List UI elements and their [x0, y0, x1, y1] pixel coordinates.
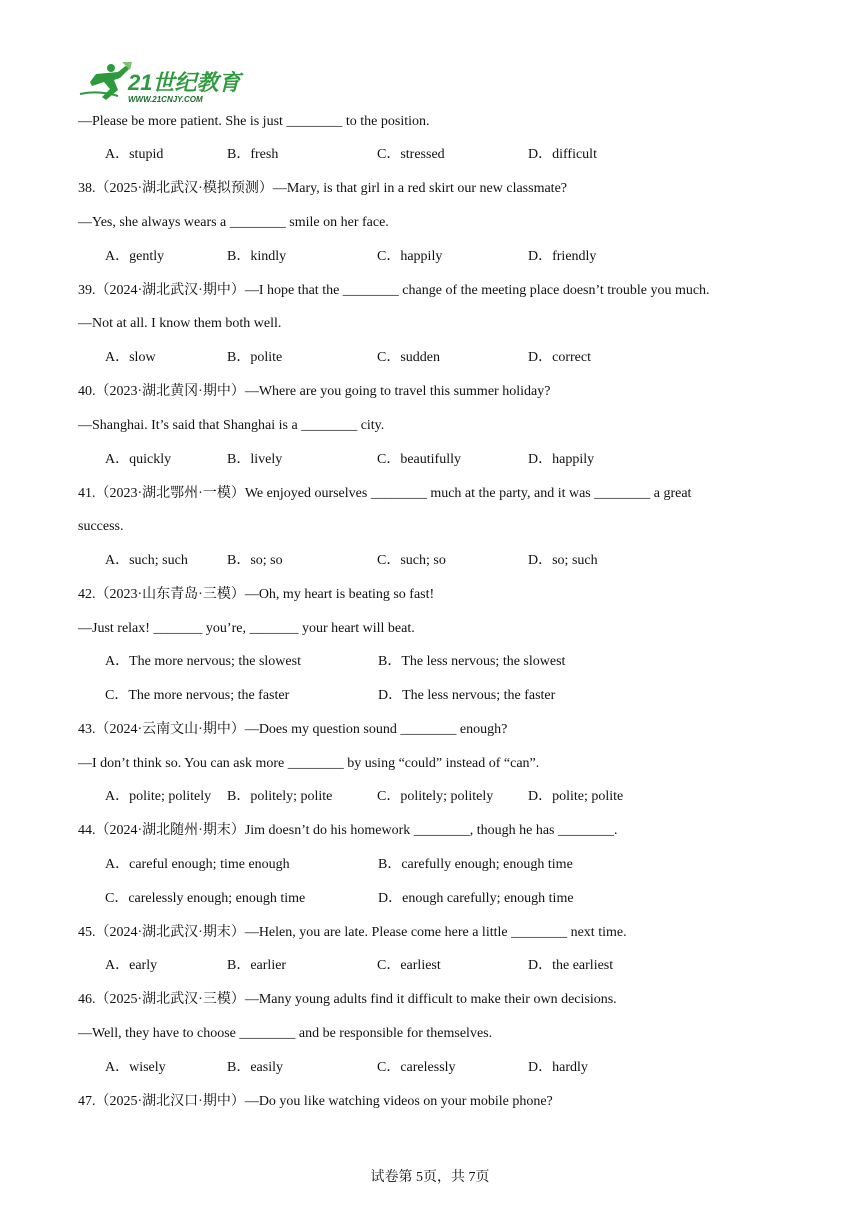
question-46-line2: —Well, they have to choose ________ and be responsible for themselves. — [78, 1026, 493, 1041]
option-d: D．happily — [528, 452, 595, 467]
question-38-options — [105, 247, 805, 267]
question-42-options-row2 — [105, 686, 805, 706]
question-38-line2: —Yes, she always wears a ________ smile on her face. — [78, 215, 389, 230]
question-40-options — [105, 450, 805, 470]
question-46-options — [105, 1058, 805, 1078]
option-c: C．beautifully — [377, 452, 461, 467]
option-d: D．correct — [528, 350, 591, 365]
option-a: A．stupid — [105, 147, 164, 162]
option-d: D．The less nervous; the faster — [378, 688, 556, 703]
question-37-line2: —Please be more patient. She is just ________ to the position. — [78, 114, 430, 129]
option-c: C．The more nervous; the faster — [105, 688, 290, 703]
page-number: 试卷第 5页，共 7页 — [370, 1170, 490, 1185]
option-a: A．early — [105, 958, 158, 973]
option-b: B．earlier — [227, 958, 287, 973]
question-44-options-row1 — [105, 855, 805, 875]
option-b: B．The less nervous; the slowest — [378, 654, 566, 669]
option-a: A．wisely — [105, 1060, 166, 1075]
option-c: C．such; so — [377, 553, 446, 568]
option-c: C．carelessly enough; enough time — [105, 891, 306, 906]
option-a: A．such; such — [105, 553, 188, 568]
option-c: C．carelessly — [377, 1060, 456, 1075]
question-37-options — [105, 145, 805, 165]
option-b: B．fresh — [227, 147, 279, 162]
question-38-stem: 38.（2025·湖北武汉·模拟预测）—Mary, is that girl in a red skirt our new classmate? — [78, 181, 568, 196]
option-d: D．friendly — [528, 249, 597, 264]
question-43-stem: 43.（2024·云南文山·期中）—Does my question sound ________ enough? — [78, 722, 508, 737]
option-d: D．polite; polite — [528, 789, 624, 804]
logo-subtext: WWW.21CNJY.COM — [128, 95, 203, 104]
question-45-options — [105, 956, 805, 976]
option-c: C．politely; politely — [377, 789, 494, 804]
option-d: D．so; such — [528, 553, 598, 568]
option-a: A．quickly — [105, 452, 172, 467]
option-b: B．politely; polite — [227, 789, 333, 804]
question-45-stem: 45.（2024·湖北武汉·期末）—Helen, you are late. Please come here a little ________ next time. — [78, 925, 627, 940]
option-b: B．carefully enough; enough time — [378, 857, 573, 872]
site-logo — [78, 60, 248, 104]
question-47-stem: 47.（2025·湖北汉口·期中）—Do you like watching videos on your mobile phone? — [78, 1094, 553, 1109]
question-39-options — [105, 348, 805, 368]
question-39-line2: —Not at all. I know them both well. — [78, 316, 282, 331]
question-41-line2: success. — [78, 519, 124, 534]
question-42-stem: 42.（2023·山东青岛·三模）—Oh, my heart is beating so fast! — [78, 587, 435, 602]
option-b: B．polite — [227, 350, 283, 365]
option-b: B．easily — [227, 1060, 283, 1075]
question-43-options — [105, 787, 805, 807]
option-a: A．careful enough; time enough — [105, 857, 290, 872]
question-41-stem: 41.（2023·湖北鄂州·一模）We enjoyed ourselves ________ much at the party, and it was ________ a great — [78, 486, 692, 501]
logo-text: 21世纪教育 — [128, 70, 241, 95]
runner-icon — [80, 62, 132, 100]
option-c: C．sudden — [377, 350, 440, 365]
option-b: B．lively — [227, 452, 283, 467]
option-d: D．enough carefully; enough time — [378, 891, 574, 906]
option-a: A．gently — [105, 249, 165, 264]
option-c: C．earliest — [377, 958, 441, 973]
option-c: C．happily — [377, 249, 443, 264]
question-39-stem: 39.（2024·湖北武汉·期中）—I hope that the ________ change of the meeting place doesn’t trouble you much. — [78, 283, 710, 298]
option-a: A．slow — [105, 350, 156, 365]
option-b: B．so; so — [227, 553, 283, 568]
option-a: A．The more nervous; the slowest — [105, 654, 301, 669]
question-43-line2: —I don’t think so. You can ask more ________ by using “could” instead of “can”. — [78, 756, 540, 771]
question-40-line2: —Shanghai. It’s said that Shanghai is a ________ city. — [78, 418, 385, 433]
option-c: C．stressed — [377, 147, 445, 162]
question-42-line2: —Just relax! _______ you’re, _______ your heart will beat. — [78, 621, 415, 636]
option-d: D．the earliest — [528, 958, 614, 973]
question-41-options — [105, 551, 805, 571]
question-40-stem: 40.（2023·湖北黄冈·期中）—Where are you going to travel this summer holiday? — [78, 384, 551, 399]
question-42-options-row1 — [105, 652, 805, 672]
option-d: D．difficult — [528, 147, 597, 162]
question-44-options-row2 — [105, 889, 805, 909]
option-b: B．kindly — [227, 249, 287, 264]
option-d: D．hardly — [528, 1060, 588, 1075]
question-46-stem: 46.（2025·湖北武汉·三模）—Many young adults find it difficult to make their own decisions. — [78, 992, 617, 1007]
option-a: A．polite; politely — [105, 789, 212, 804]
question-44-stem: 44.（2024·湖北随州·期末）Jim doesn’t do his homework ________, though he has ________. — [78, 823, 618, 838]
